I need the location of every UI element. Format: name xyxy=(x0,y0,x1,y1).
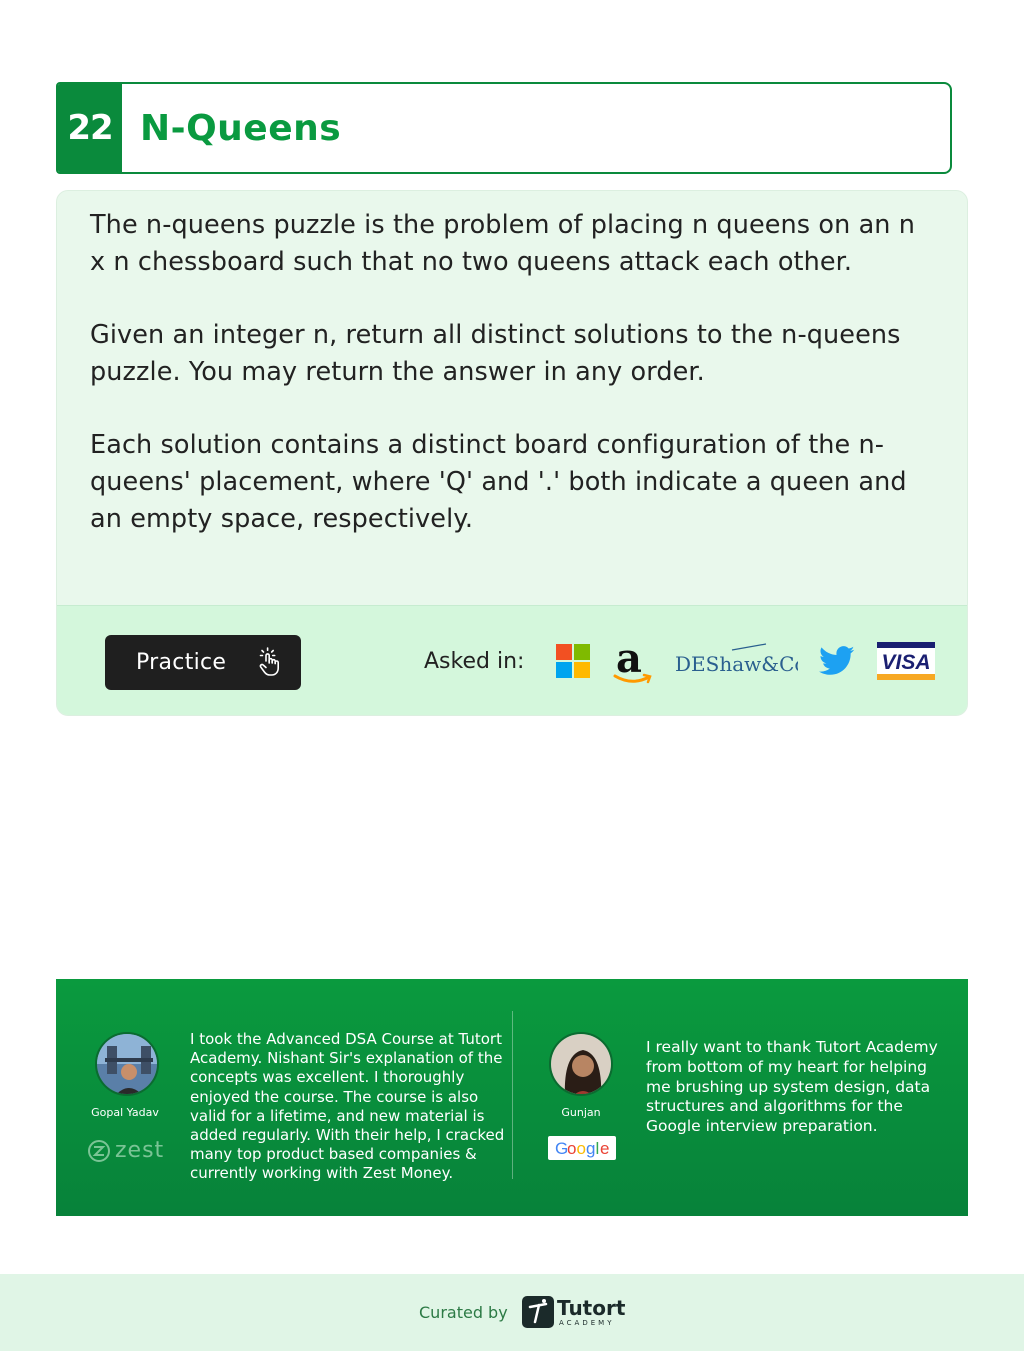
testimonial-text: I really want to thank Tutort Academy from bottom of my heart for helping me brushing up system design, data structures and algorithms for the Google interview preparation. xyxy=(646,1038,938,1136)
amazon-logo xyxy=(612,638,654,692)
footer xyxy=(0,1274,1024,1351)
practice-label: Practice xyxy=(136,650,227,675)
problem-description-card xyxy=(56,190,968,716)
svg-text:VISA: VISA xyxy=(881,651,931,674)
problem-number: 22 xyxy=(58,84,122,172)
svg-text:a: a xyxy=(616,638,642,682)
problem-title: N-Queens xyxy=(140,107,342,149)
svg-text:g: g xyxy=(586,1139,596,1158)
svg-text:l: l xyxy=(595,1139,600,1158)
svg-text:o: o xyxy=(567,1139,577,1158)
tap-hand-icon xyxy=(257,647,281,683)
svg-text:DEShaw&Co: DEShaw&Co xyxy=(675,652,798,676)
testimonials-panel xyxy=(56,979,968,1216)
avatar xyxy=(95,1032,159,1096)
svg-text:o: o xyxy=(576,1139,586,1158)
google-logo xyxy=(548,1136,616,1160)
brand-subtitle: ACADEMY xyxy=(559,1319,615,1327)
svg-text:e: e xyxy=(600,1139,610,1158)
zest-logo xyxy=(88,1138,164,1163)
tutort-logo-icon xyxy=(522,1296,554,1332)
description-body xyxy=(57,191,967,538)
microsoft-logo xyxy=(556,644,590,682)
practice-band xyxy=(57,605,967,715)
avatar xyxy=(549,1032,613,1096)
curated-by-label: Curated by xyxy=(419,1303,508,1322)
description-paragraph: Given an integer n, return all distinct solutions to the n-queens puzzle. You may return the answer in any order. xyxy=(90,320,901,387)
svg-text:G: G xyxy=(555,1139,569,1158)
practice-button[interactable] xyxy=(105,635,301,690)
twitter-logo xyxy=(819,646,855,680)
asked-in-label: Asked in: xyxy=(424,649,525,674)
problem-title-card xyxy=(56,82,952,174)
testimonial-name: Gunjan xyxy=(561,1106,601,1119)
description-paragraph: Each solution contains a distinct board configuration of the n-queens' placement, where 'Q' and '.' both indicate a queen and an empty space, respectively. xyxy=(90,430,907,534)
divider xyxy=(512,1011,513,1179)
zest-label: zest xyxy=(115,1138,165,1163)
description-paragraph: The n-queens puzzle is the problem of placing n queens on an n x n chessboard such that no two queens attack each other. xyxy=(90,210,916,277)
testimonial-text: I took the Advanced DSA Course at Tutort Academy. Nishant Sir's explanation of the concepts was excellent. I thoroughly enjoyed the course. The course is also valid for a lifetime, and new material is added regularly. With their help, I cracked many top product based companies & currently working with Zest Money. xyxy=(190,1030,505,1183)
deshaw-logo xyxy=(674,640,798,680)
visa-logo xyxy=(877,642,935,684)
brand-name: Tutort xyxy=(557,1296,626,1320)
testimonial-name: Gopal Yadav xyxy=(91,1106,159,1119)
